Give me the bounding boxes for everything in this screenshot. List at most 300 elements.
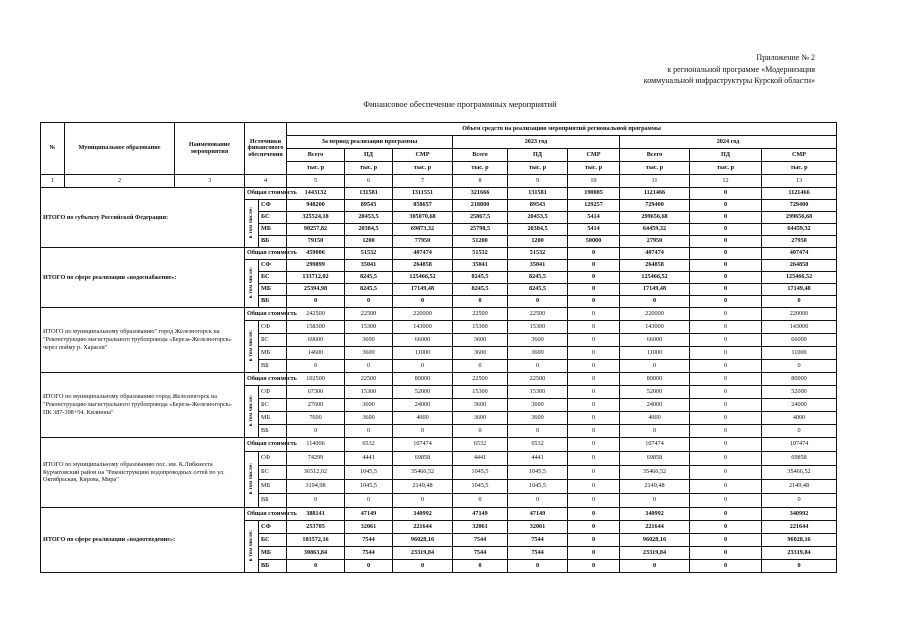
total-cost-label: Общая стоимость [245,438,287,452]
value-cell: 407474 [762,248,837,260]
value-cell: 299656,68 [762,212,837,224]
unit-label: тыс. р [508,162,568,175]
value-cell: 0 [690,560,762,573]
value-cell: 35041 [453,260,508,272]
value-cell: 264858 [393,260,453,272]
value-cell: 67300 [287,386,345,399]
value-cell: 321666 [453,188,508,200]
including-label [245,452,259,508]
value-cell: 0 [568,284,620,296]
value-cell: 11000 [620,347,690,360]
financing-table [40,122,837,573]
value-cell: 729400 [762,200,837,212]
value-cell: 103572,16 [287,534,345,547]
value-cell: 0 [690,308,762,321]
value-cell: 0 [690,284,762,296]
source-code: БС [259,334,287,347]
value-cell: 20453,5 [508,212,568,224]
col-header-pd: ПД [690,149,762,162]
table-row-total [41,308,837,321]
value-cell: 7544 [345,534,393,547]
value-cell: 0 [568,494,620,508]
value-cell: 17149,48 [762,284,837,296]
value-cell: 7544 [345,547,393,560]
source-code: МБ [259,412,287,425]
value-cell: 0 [690,480,762,494]
value-cell: 3600 [345,412,393,425]
value-cell: 77950 [393,236,453,248]
value-cell: 32061 [453,521,508,534]
value-cell: 1045,5 [508,480,568,494]
col-header-pd: ПД [508,149,568,162]
value-cell: 96028,16 [620,534,690,547]
value-cell: 25867,5 [453,212,508,224]
col-number: 5 [287,175,345,188]
value-cell: 0 [620,425,690,438]
value-cell: 0 [568,534,620,547]
col-number: 8 [453,175,508,188]
col-number: 12 [690,175,762,188]
value-cell: 6532 [345,438,393,452]
total-cost-label: Общая стоимость [245,373,287,386]
group-title: ИТОГО по муниципальному образованию город Железногорск на "Реконструкцию магистрального трубопровода «Береза-Железногорск» ПК 387-398+54. Килиюна" [41,373,245,438]
period-header-total: За период реализации программы [287,136,453,149]
value-cell: 69873,32 [393,224,453,236]
value-cell: 2149,48 [762,480,837,494]
value-cell: 221644 [762,521,837,534]
unit-label: тыс. р [690,162,762,175]
value-cell: 66000 [762,334,837,347]
value-cell: 253705 [287,521,345,534]
value-cell: 47149 [345,508,393,521]
value-cell: 0 [620,560,690,573]
value-cell: 125466,52 [620,272,690,284]
value-cell: 114006 [287,438,345,452]
value-cell: 0 [345,296,393,308]
value-cell: 242500 [287,308,345,321]
value-cell: 23319,84 [393,547,453,560]
value-cell: 264858 [620,260,690,272]
table-row-total [41,508,837,521]
value-cell: 0 [690,188,762,200]
value-cell: 0 [453,296,508,308]
value-cell: 0 [568,321,620,334]
value-cell: 0 [287,560,345,573]
including-text: в том числе: [247,329,254,361]
value-cell: 218800 [453,200,508,212]
value-cell: 0 [568,547,620,560]
value-cell: 340992 [393,508,453,521]
unit-label: тыс. р [762,162,837,175]
col-number: 2 [65,175,175,188]
value-cell: 0 [690,212,762,224]
value-cell: 0 [508,360,568,373]
value-cell: 0 [393,360,453,373]
table-row-total [41,188,837,200]
value-cell: 20384,5 [345,224,393,236]
col-header-pd: ПД [345,149,393,162]
value-cell: 143000 [393,321,453,334]
value-cell: 47149 [453,508,508,521]
value-cell: 8245,5 [508,272,568,284]
value-cell: 0 [690,224,762,236]
value-cell: 0 [620,360,690,373]
value-cell: 27600 [287,399,345,412]
value-cell: 1200 [345,236,393,248]
value-cell: 5414 [568,224,620,236]
value-cell: 80000 [762,373,837,386]
value-cell: 0 [762,425,837,438]
value-cell: 131581 [508,188,568,200]
value-cell: 3600 [345,347,393,360]
value-cell: 264858 [762,260,837,272]
value-cell: 407474 [620,248,690,260]
value-cell: 0 [508,560,568,573]
value-cell: 0 [690,260,762,272]
source-code: СФ [259,200,287,212]
value-cell: 3600 [345,399,393,412]
source-code: ВБ [259,560,287,573]
value-cell: 66000 [620,334,690,347]
value-cell: 69858 [393,452,453,466]
including-text: в том числе: [247,266,254,298]
value-cell: 729400 [620,200,690,212]
value-cell: 0 [690,425,762,438]
table-row-total [41,248,837,260]
source-code: ВБ [259,296,287,308]
source-code: ВБ [259,360,287,373]
source-code: МБ [259,284,287,296]
value-cell: 0 [690,412,762,425]
value-cell: 220000 [762,308,837,321]
value-cell: 407474 [393,248,453,260]
value-cell: 0 [762,296,837,308]
value-cell: 0 [508,296,568,308]
value-cell: 15300 [508,386,568,399]
value-cell: 0 [568,438,620,452]
value-cell: 15300 [345,321,393,334]
total-cost-label: Общая стоимость [245,248,287,260]
value-cell: 4441 [345,452,393,466]
document-title: Финансовое обеспечение программных мероприятий [363,99,557,109]
value-cell: 0 [568,296,620,308]
col-header-smr: СМР [568,149,620,162]
value-cell: 299656,68 [620,212,690,224]
value-cell: 325524,18 [287,212,345,224]
total-cost-label: Общая стоимость [245,508,287,521]
value-cell: 0 [453,360,508,373]
including-text: в том числе: [247,529,254,561]
value-cell: 52000 [393,386,453,399]
column-number-row [41,175,837,188]
value-cell: 7544 [508,547,568,560]
value-cell: 0 [568,360,620,373]
value-cell: 0 [690,494,762,508]
including-label [245,521,259,573]
value-cell: 69858 [620,452,690,466]
value-cell: 0 [568,308,620,321]
value-cell: 1311551 [393,188,453,200]
value-cell: 96028,16 [393,534,453,547]
source-code: МБ [259,347,287,360]
value-cell: 47149 [508,508,568,521]
value-cell: 25798,5 [453,224,508,236]
source-code: БС [259,212,287,224]
value-cell: 3600 [453,412,508,425]
value-cell: 66000 [393,334,453,347]
source-code: МБ [259,480,287,494]
value-cell: 0 [690,334,762,347]
value-cell: 24000 [393,399,453,412]
value-cell: 35041 [345,260,393,272]
value-cell: 0 [568,425,620,438]
value-cell: 221644 [620,521,690,534]
source-code: БС [259,466,287,480]
value-cell: 50000 [568,236,620,248]
value-cell: 8245,5 [508,284,568,296]
value-cell: 0 [393,425,453,438]
total-cost-label: Общая стоимость [245,188,287,200]
value-cell: 0 [690,452,762,466]
value-cell: 15300 [345,386,393,399]
value-cell: 23319,84 [762,547,837,560]
unit-label: тыс. р [345,162,393,175]
including-text: в том числе: [247,394,254,426]
col-number: 7 [393,175,453,188]
value-cell: 0 [393,494,453,508]
including-label [245,200,259,248]
col-number: 3 [175,175,245,188]
value-cell: 52000 [762,386,837,399]
value-cell: 158300 [287,321,345,334]
value-cell: 0 [620,494,690,508]
value-cell: 0 [690,521,762,534]
value-cell: 0 [453,425,508,438]
value-cell: 2149,48 [620,480,690,494]
value-cell: 22500 [345,373,393,386]
col-header-smr: СМР [762,149,837,162]
value-cell: 125466,52 [762,272,837,284]
value-cell: 4441 [508,452,568,466]
value-cell: 11000 [393,347,453,360]
value-cell: 0 [287,360,345,373]
value-cell: 220000 [393,308,453,321]
value-cell: 0 [393,296,453,308]
value-cell: 3600 [508,412,568,425]
value-cell: 0 [690,200,762,212]
value-cell: 125466,52 [393,272,453,284]
table-row-total [41,438,837,452]
value-cell: 7544 [453,534,508,547]
col-header-activity: Наименование мероприятия [175,123,245,175]
value-cell: 0 [762,494,837,508]
source-code: БС [259,272,287,284]
value-cell: 0 [568,508,620,521]
value-cell: 64459,32 [620,224,690,236]
value-cell: 89543 [345,200,393,212]
value-cell: 0 [568,560,620,573]
value-cell: 299899 [287,260,345,272]
value-cell: 22500 [508,308,568,321]
appendix-line-3: коммунальной инфраструктуры Курской области» [643,76,815,85]
value-cell: 0 [287,494,345,508]
value-cell: 0 [568,248,620,260]
value-cell: 15300 [453,386,508,399]
value-cell: 51200 [453,236,508,248]
value-cell: 0 [345,560,393,573]
source-code: МБ [259,547,287,560]
value-cell: 0 [690,399,762,412]
value-cell: 11000 [762,347,837,360]
source-code: ВБ [259,236,287,248]
value-cell: 4441 [453,452,508,466]
value-cell: 107474 [762,438,837,452]
value-cell: 0 [690,534,762,547]
group-title: ИТОГО по сфере реализации «водоотведение»: [41,508,245,573]
value-cell: 0 [690,373,762,386]
value-cell: 0 [690,438,762,452]
source-code: МБ [259,224,287,236]
value-cell: 0 [568,373,620,386]
value-cell: 0 [568,452,620,466]
value-cell: 80000 [620,373,690,386]
value-cell: 7600 [287,412,345,425]
value-cell: 0 [345,360,393,373]
value-cell: 3600 [453,347,508,360]
value-cell: 22500 [508,373,568,386]
value-cell: 1045,5 [508,466,568,480]
value-cell: 459006 [287,248,345,260]
group-title: ИТОГО по муниципальному образованию" город Железногорск на "Реконструкцию магистрального трубопровода «Береза-Железногорск» через пойму р. Харасея" [41,308,245,373]
value-cell: 0 [568,521,620,534]
col-number: 13 [762,175,837,188]
value-cell: 79150 [287,236,345,248]
value-cell: 0 [690,360,762,373]
value-cell: 0 [690,236,762,248]
value-cell: 7544 [453,547,508,560]
value-cell: 51532 [345,248,393,260]
including-text: в том числе: [247,462,254,494]
value-cell: 143000 [620,321,690,334]
value-cell: 1121466 [620,188,690,200]
group-title: ИТОГО по сфере реализации «водоснабжение»: [41,248,245,308]
value-cell: 0 [568,272,620,284]
value-cell: 102500 [287,373,345,386]
value-cell: 1121466 [762,188,837,200]
source-code: БС [259,534,287,547]
value-cell: 69600 [287,334,345,347]
col-number: 11 [620,175,690,188]
value-cell: 3600 [453,399,508,412]
col-header-volume: Объем средств на реализацию мероприятий региональной программы [287,123,837,136]
value-cell: 340992 [762,508,837,521]
value-cell: 36512,02 [287,466,345,480]
value-cell: 3600 [508,334,568,347]
value-cell: 858657 [393,200,453,212]
value-cell: 0 [568,399,620,412]
value-cell: 32061 [345,521,393,534]
value-cell: 8245,5 [453,284,508,296]
value-cell: 1045,5 [453,480,508,494]
value-cell: 3600 [508,347,568,360]
value-cell: 4000 [393,412,453,425]
value-cell: 340992 [620,508,690,521]
unit-label: тыс. р [453,162,508,175]
value-cell: 0 [287,425,345,438]
value-cell: 107474 [620,438,690,452]
value-cell: 0 [690,386,762,399]
including-label [245,321,259,373]
value-cell: 3600 [453,334,508,347]
value-cell: 0 [690,466,762,480]
including-label [245,386,259,438]
col-header-total: Всего [287,149,345,162]
value-cell: 22500 [345,308,393,321]
value-cell: 0 [690,272,762,284]
value-cell: 89543 [508,200,568,212]
col-number: 9 [508,175,568,188]
source-code: СФ [259,521,287,534]
value-cell: 4000 [762,412,837,425]
appendix-header [560,52,815,87]
value-cell: 0 [568,412,620,425]
group-title: ИТОГО по субъекту Российской Федерации: [41,188,245,248]
including-label [245,260,259,308]
value-cell: 0 [508,425,568,438]
value-cell: 0 [345,494,393,508]
source-code: СФ [259,386,287,399]
value-cell: 220000 [620,308,690,321]
value-cell: 0 [568,347,620,360]
appendix-line-2: к региональной программе «Модернизация [667,64,815,74]
source-code: ВБ [259,425,287,438]
value-cell: 24000 [620,399,690,412]
value-cell: 2149,48 [393,480,453,494]
table-row-total [41,373,837,386]
col-header-total: Всего [620,149,690,162]
value-cell: 24000 [762,399,837,412]
value-cell: 0 [287,296,345,308]
value-cell: 51532 [508,248,568,260]
value-cell: 64459,32 [762,224,837,236]
appendix-line-1: Приложение № 2 [756,53,815,62]
value-cell: 1045,5 [453,466,508,480]
value-cell: 5414 [568,212,620,224]
value-cell: 0 [508,494,568,508]
col-number: 6 [345,175,393,188]
value-cell: 8245,5 [345,284,393,296]
period-header-2024: 2024 год [620,136,837,149]
value-cell: 27950 [620,236,690,248]
value-cell: 1045,5 [345,480,393,494]
value-cell: 51532 [453,248,508,260]
value-cell: 32061 [508,521,568,534]
col-header-municipality: Муниципальное образование [65,123,175,175]
value-cell: 14600 [287,347,345,360]
source-code: БС [259,399,287,412]
value-cell: 80000 [393,373,453,386]
value-cell: 0 [568,466,620,480]
value-cell: 107474 [393,438,453,452]
value-cell: 1200 [508,236,568,248]
value-cell: 6532 [508,438,568,452]
value-cell: 0 [453,494,508,508]
value-cell: 30863,84 [287,547,345,560]
value-cell: 388141 [287,508,345,521]
including-text: в том числе: [247,206,254,238]
value-cell: 129257 [568,200,620,212]
unit-label: тыс. р [568,162,620,175]
